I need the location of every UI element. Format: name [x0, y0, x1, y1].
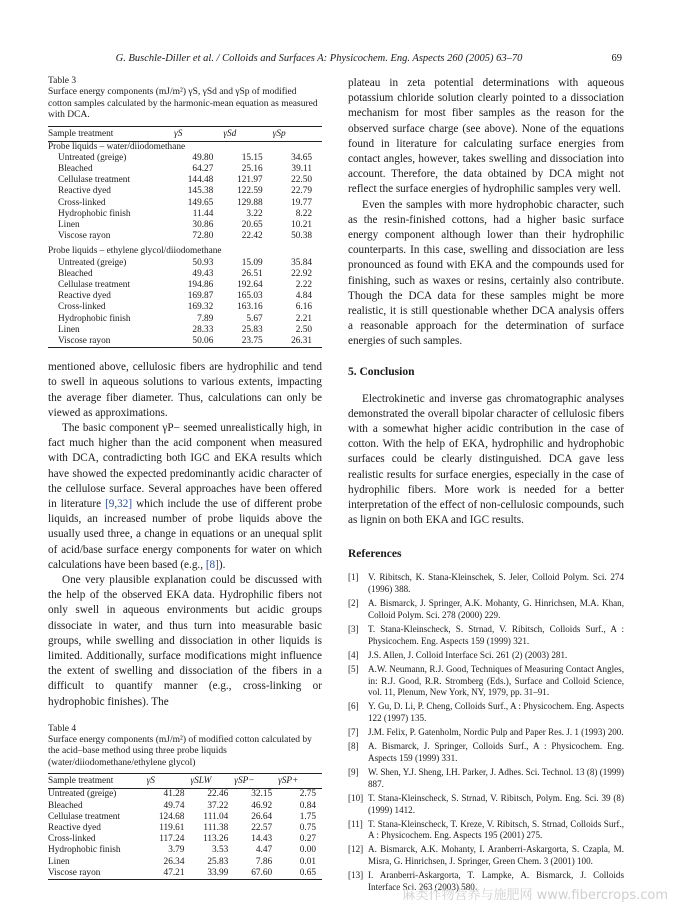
table-cell-value: 22.92 — [291, 268, 312, 279]
table-cell-value: 64.27 — [192, 163, 214, 174]
table-cell-value: 47.21 — [147, 868, 191, 880]
reference-text: A. Bismarck, A.K. Mohanty, I. Aranberri-Askargorta, S. Czapla, M. Misra, G. Hinrichsen, J. Springer, Green Chem. 3 (2001) 100. — [368, 844, 624, 867]
reference-number: [6] — [348, 701, 359, 712]
table-cell-value: 5.67 — [246, 313, 263, 324]
table3-col-header: Sample treatment — [48, 126, 174, 141]
reference-number: [9] — [348, 767, 359, 778]
table-cell-value: 145.38 — [187, 186, 214, 197]
table-cell-value: 113.26 — [203, 834, 229, 845]
table-cell-value: 22.57 — [251, 822, 273, 833]
reference-number: [2] — [348, 598, 359, 609]
conclusion-paragraph: Electrokinetic and inverse gas chromatographic analyses demonstrated the overall bipolar character of cellulosic fibers with a somewhat higher acidic contribution in the case of cotton. With the help of EKA, hydrophilic and hydrophobic surfaces could be clearly distinguished. DCA gave less realistic results for surface energies, especially in the case of hydrophilic fibers. More work is needed for a better interpretation of the effect of non-cellulosic compounds, such as lignin on both EKA and IGC results. — [348, 392, 624, 527]
table-cell-value: 26.31 — [273, 336, 322, 348]
table-cell-value: 50.38 — [291, 231, 312, 242]
table-cell-label: Bleached — [58, 268, 93, 279]
left-paragraph-3: One very plausible explanation could be discussed with the help of the observed EKA data. Hydrophilic fibers not only swell in aqueous environments but acidic groups dissociate in water, and thus turn into measurable basic groups, while swelling and dissociation in other liquids is limited. Additionally, surface modifications might influence the extent of swelling and dissociation of the fibers in a difficult to quantify manner (e.g., cross-linking or hydrophobic finishes). The — [48, 574, 322, 708]
table-cell-value: 194.86 — [187, 279, 214, 290]
conclusion-heading: 5. Conclusion — [348, 365, 415, 378]
table-cell-value: 3.79 — [168, 845, 185, 856]
table-cell-value: 39.11 — [291, 163, 312, 174]
reference-item — [348, 650, 624, 662]
table-cell-value: 22.42 — [241, 231, 263, 242]
table-cell-value: 22.79 — [291, 186, 312, 197]
running-header — [48, 53, 630, 67]
table-cell-value: 26.34 — [163, 856, 185, 867]
table-cell-value: 25.16 — [241, 163, 263, 174]
table-cell-label: Cross-linked — [58, 197, 106, 208]
citation-link[interactable]: [9,32] — [105, 497, 133, 510]
table-cell-label: Bleached — [58, 163, 93, 174]
table-row — [48, 198, 322, 209]
table-row — [48, 845, 322, 856]
reference-number: [3] — [348, 624, 359, 635]
table-cell-value: 8.22 — [295, 208, 312, 219]
table-cell-value: 7.86 — [255, 856, 273, 867]
table-cell-value: 46.92 — [251, 800, 273, 811]
table-row — [48, 186, 322, 197]
text-run: which include the use of different probe liquids, an increased number of probe liquids above the usually used three, a change in equations or an unequal split of acid/base surface energy components for water on which calculations have been based (e.g., — [48, 497, 322, 571]
table-cell-label: Cellulase treatment — [58, 175, 131, 186]
table-cell-value: 19.77 — [291, 197, 312, 208]
table-cell-value: 50.93 — [192, 257, 214, 268]
table-cell-value: 163.16 — [237, 302, 263, 313]
reference-number: [11] — [348, 818, 363, 829]
table-cell-value: 22.46 — [207, 789, 229, 800]
table-cell-value: 0.84 — [299, 800, 316, 811]
reference-text: W. Shen, Y.J. Sheng, I.H. Parker, J. Adhes. Sci. Technol. 13 (8) (1999) 887. — [368, 767, 624, 789]
table-cell-value: 67.60 — [234, 868, 278, 880]
reference-text: A.W. Neumann, R.J. Good, Techniques of Measuring Contact Angles, in: R.J. Good, R.R. Stromberg (Eds.), Surface and Colloid Science, vol. 11, Plenum, New York, NY, 1979, pp. 31–91. — [368, 664, 624, 698]
table-cell-value: 0.01 — [299, 856, 316, 867]
reference-item — [348, 701, 624, 724]
table-cell-value: 3.53 — [212, 845, 229, 856]
table-row — [48, 258, 322, 269]
table-cell-label: Viscose rayon — [58, 231, 111, 242]
table3-label: Table 3 — [48, 76, 77, 86]
table4-col-header: γSP− — [234, 774, 278, 789]
reference-text: V. Ribitsch, K. Stana-Kleinschek, S. Jeler, Colloid Polym. Sci. 274 (1996) 388. — [368, 572, 624, 595]
table-cell-value: 49.74 — [163, 800, 185, 811]
table-cell-label: Viscose rayon — [48, 868, 147, 880]
table-cell-value: 192.64 — [237, 279, 263, 290]
table3-col-header: γS — [174, 126, 223, 141]
table-cell-value: 35.84 — [291, 257, 312, 268]
table-cell-value: 129.88 — [237, 197, 263, 208]
table-cell-label: Hydrophobic finish — [48, 845, 121, 856]
table-row — [48, 269, 322, 280]
table-row — [48, 153, 322, 164]
table-cell-value: 0.00 — [299, 845, 316, 856]
reference-number: [5] — [348, 664, 359, 675]
table3-group-title: Probe liquids – water/diiodomethane — [48, 141, 186, 152]
left-column — [48, 76, 322, 880]
table4 — [48, 773, 322, 880]
table-cell-label: Reactive dyed — [58, 186, 111, 197]
table-cell-value: 11.44 — [192, 208, 214, 219]
table-cell-value: 117.24 — [159, 834, 185, 845]
table-cell-value: 15.15 — [241, 152, 263, 163]
reference-text: T. Stana-Kleinscheck, S. Strnad, V. Ribitsch, Polym. Eng. Sci. 39 (8) (1999) 1412. — [368, 792, 624, 815]
table-cell-value: 119.61 — [159, 822, 185, 833]
table-cell-value: 111.38 — [203, 822, 229, 833]
table-cell-value: 26.64 — [251, 811, 273, 822]
right-paragraph-1: plateau in zeta potential determinations with aqueous potassium chloride solution clearly pointed to a dissociation mechanism for most fiber samples as the reason for the observed surface charge (see above). None of the equations found in literature for calculating surface energies from contact angles, however, takes swelling and dissociation into account. Therefore, the data obtained by DCA might not reflect the surface energies of hydrophilic samples very well. — [348, 77, 624, 196]
table-cell-value: 41.28 — [163, 789, 185, 800]
table4-label: Table 4 — [48, 723, 77, 734]
table-row — [48, 325, 322, 336]
page-number: 69 — [611, 53, 622, 64]
table-cell-value: 149.65 — [187, 197, 214, 208]
table-cell-value: 169.87 — [187, 291, 214, 302]
reference-number: [10] — [348, 792, 364, 803]
table-row — [48, 302, 322, 313]
table-cell-label: Cross-linked — [48, 834, 96, 845]
table-cell-value: 30.86 — [192, 219, 214, 230]
reference-number: [4] — [348, 649, 359, 660]
text-run: The basic component γP− seemed unrealistically high, in fact much higher than the acid component when measured with DCA, contradicting both IGC and EKA results which have showed the expected predominantly acidic character of the cellulose surface. Several approaches have been offered in literature — [48, 421, 322, 510]
table-cell-value: 10.21 — [291, 219, 312, 230]
table-cell-value: 2.50 — [295, 324, 312, 335]
right-paragraph-2: Even the samples with more hydrophobic character, such as the resin-finished cottons, had a higher basic surface energy component although lower than their hydrophilic counterparts. In this case, swelling and dissociation are less pronounced as found with EKA and the compounds used for finishing, such as waxes or resins, certainly also contribute. Though the DCA data for these samples might be more realistic, it is still questionable whether DCA analysis offers a reasonable approach for the determination of surface energies of such samples. — [348, 198, 624, 348]
reference-text: T. Stana-Kleinscheck, T. Kreze, V. Ribitsch, S. Strnad, Colloids Surf., A : Physicochem. Eng. Aspects 195 (2001) 275. — [368, 818, 624, 841]
table4-col-header: γSLW — [190, 774, 234, 789]
table-row — [48, 231, 322, 242]
table-cell-label: Linen — [58, 324, 80, 335]
reference-text: I. Aranberri-Askargorta, T. Lampke, A. Bismarck, J. Colloids Interface Sci. 263 (2003) 580. — [368, 870, 624, 892]
reference-number: [8] — [348, 741, 359, 752]
table-cell-value: 49.80 — [192, 152, 214, 163]
table-cell-value: 0.65 — [278, 868, 322, 880]
table-row — [48, 823, 322, 834]
reference-text: J.S. Allen, J. Colloid Interface Sci. 261 (2) (2003) 281. — [368, 649, 568, 660]
table-cell-value: 0.75 — [299, 822, 316, 833]
table-cell-label: Linen — [58, 219, 80, 230]
running-title: G. Buschle-Diller et al. / Colloids and Surfaces A: Physicochem. Eng. Aspects 260 (2005) 63–70 — [115, 53, 523, 64]
right-column — [348, 76, 624, 896]
table-cell-value: 26.51 — [241, 268, 263, 279]
watermark: 麻类作物营养与施肥网 www.fibercrops.com — [402, 888, 668, 903]
table3-group-row — [48, 141, 322, 153]
table4-col-header: γS — [147, 774, 191, 789]
table3-group-title: Probe liquids – ethylene glycol/diiodomethane — [48, 246, 222, 257]
table-cell-value: 33.99 — [190, 868, 234, 880]
table-cell-label: Hydrophobic finish — [58, 313, 131, 324]
table-row — [48, 314, 322, 325]
reference-text: A. Bismarck, J. Springer, Colloids Surf., A : Physicochem. Eng. Aspects 159 (1999) 331. — [368, 741, 624, 763]
table-row — [48, 789, 322, 801]
table-cell-value: 124.68 — [158, 811, 185, 822]
references-heading: References — [348, 548, 402, 561]
reference-item — [348, 741, 624, 764]
table-cell-value: 144.48 — [187, 175, 214, 186]
citation-link[interactable]: [8] — [205, 558, 219, 571]
table-row — [48, 801, 322, 812]
table-cell-label: Bleached — [48, 800, 83, 811]
table-cell-value: 6.16 — [295, 302, 312, 313]
table3-col-header: γSp — [273, 126, 322, 141]
table-row — [48, 220, 322, 231]
table-cell-label: Reactive dyed — [48, 822, 101, 833]
table4-col-header: Sample treatment — [48, 774, 147, 789]
reference-number: [7] — [348, 727, 359, 738]
reference-number: [12] — [348, 844, 364, 855]
table-row — [48, 336, 322, 348]
reference-item — [348, 727, 624, 739]
text-run: ). — [218, 558, 226, 571]
table-cell-value: 23.75 — [223, 336, 272, 348]
table-cell-label: Viscose rayon — [48, 336, 174, 348]
table-cell-label: Cellulase treatment — [58, 279, 131, 290]
table3 — [48, 126, 322, 349]
table-cell-value: 28.33 — [192, 324, 214, 335]
reference-item — [348, 793, 624, 816]
table-row — [48, 291, 322, 302]
table-cell-value: 4.84 — [295, 291, 312, 302]
table4-header-row — [48, 774, 322, 789]
reference-text: J.M. Felix, P. Gatenholm, Nordic Pulp and Paper Res. J. 1 (1993) 200. — [368, 727, 624, 738]
table-cell-label: Reactive dyed — [58, 291, 111, 302]
table-cell-value: 25.83 — [207, 856, 229, 867]
table-cell-value: 32.15 — [251, 789, 273, 800]
reference-item — [348, 819, 624, 842]
table3-col-header: γSd — [223, 126, 272, 141]
table-cell-value: 50.06 — [174, 336, 223, 348]
table-cell-value: 169.32 — [187, 302, 214, 313]
table-row — [48, 164, 322, 175]
table-cell-value: 1.75 — [299, 811, 316, 822]
table3-header-row — [48, 126, 322, 141]
table-cell-value: 20.65 — [241, 219, 263, 230]
table-cell-value: 72.80 — [192, 231, 214, 242]
reference-item — [348, 572, 624, 595]
table-cell-value: 0.27 — [299, 834, 316, 845]
table-row — [48, 812, 322, 823]
table-cell-value: 22.50 — [291, 175, 312, 186]
table-cell-label: Untreated (greige) — [58, 152, 127, 163]
table-cell-value: 4.47 — [255, 845, 273, 856]
table-cell-label: Untreated (greige) — [58, 257, 127, 268]
reference-text: A. Bismarck, J. Springer, A.K. Mohanty, G. Hinrichsen, M.A. Khan, Colloid Polym. Sci. 278 (2000) 229. — [368, 598, 624, 620]
table-row — [48, 209, 322, 220]
table-cell-label: Linen — [48, 856, 70, 867]
reference-item — [348, 664, 624, 699]
table-cell-value: 122.59 — [237, 186, 263, 197]
reference-item — [348, 844, 624, 867]
table-cell-value: 3.22 — [246, 208, 263, 219]
table-cell-value: 15.09 — [241, 257, 263, 268]
table-cell-label: Untreated (greige) — [48, 789, 117, 800]
table-row — [48, 857, 322, 868]
table4-col-header: γSP+ — [278, 774, 322, 789]
table-cell-value: 37.22 — [207, 800, 229, 811]
table4-body — [48, 789, 322, 880]
table-cell-value: 7.89 — [197, 313, 214, 324]
table3-caption: Surface energy components (mJ/m²) γS, γSd and γSp of modified cotton samples calculated by the harmonic-mean equation as measured with DCA. — [48, 87, 318, 120]
table-row — [48, 175, 322, 186]
table-cell-value: 2.22 — [295, 279, 312, 290]
table-cell-value: 34.65 — [291, 152, 312, 163]
table-row — [48, 280, 322, 291]
table3-body — [48, 141, 322, 348]
table-cell-value: 111.04 — [203, 811, 229, 822]
reference-item — [348, 767, 624, 790]
left-paragraph-2 — [48, 421, 322, 573]
reference-number: [1] — [348, 572, 359, 583]
reference-item — [348, 624, 624, 647]
table3-group-row — [48, 242, 322, 257]
table-cell-value: 121.97 — [237, 175, 263, 186]
table-cell-value: 2.75 — [299, 789, 316, 800]
table-cell-label: Cross-linked — [58, 302, 106, 313]
reference-list — [348, 572, 624, 893]
table-row — [48, 834, 322, 845]
reference-number: [13] — [348, 870, 364, 881]
table-cell-label: Cellulase treatment — [48, 811, 121, 822]
table-cell-value: 14.43 — [251, 834, 273, 845]
table-cell-value: 2.21 — [295, 313, 312, 324]
table-cell-label: Hydrophobic finish — [58, 208, 131, 219]
table-cell-value: 165.03 — [237, 291, 263, 302]
table-cell-value: 49.43 — [192, 268, 214, 279]
reference-text: Y. Gu, D. Li, P. Cheng, Colloids Surf., A : Physicochem. Eng. Aspects 122 (1997) 135. — [368, 701, 624, 723]
table-cell-value: 25.83 — [241, 324, 263, 335]
reference-item — [348, 598, 624, 621]
reference-text: T. Stana-Kleinscheck, S. Strnad, V. Ribitsch, Colloids Surf., A : Physicochem. Eng. Aspects 159 (1999) 321. — [368, 624, 624, 646]
left-paragraph-1: mentioned above, cellulosic fibers are hydrophilic and tend to swell in aqueous solutions to various extents, impacting the average fiber diameter. Thus, calculations can only be viewed as approximations. — [48, 361, 322, 419]
table-row — [48, 868, 322, 880]
table4-caption: Surface energy components (mJ/m²) of modified cotton calculated by the acid–base method using three probe liquids (water/diiodomethane/ethylene glycol) — [48, 734, 312, 768]
